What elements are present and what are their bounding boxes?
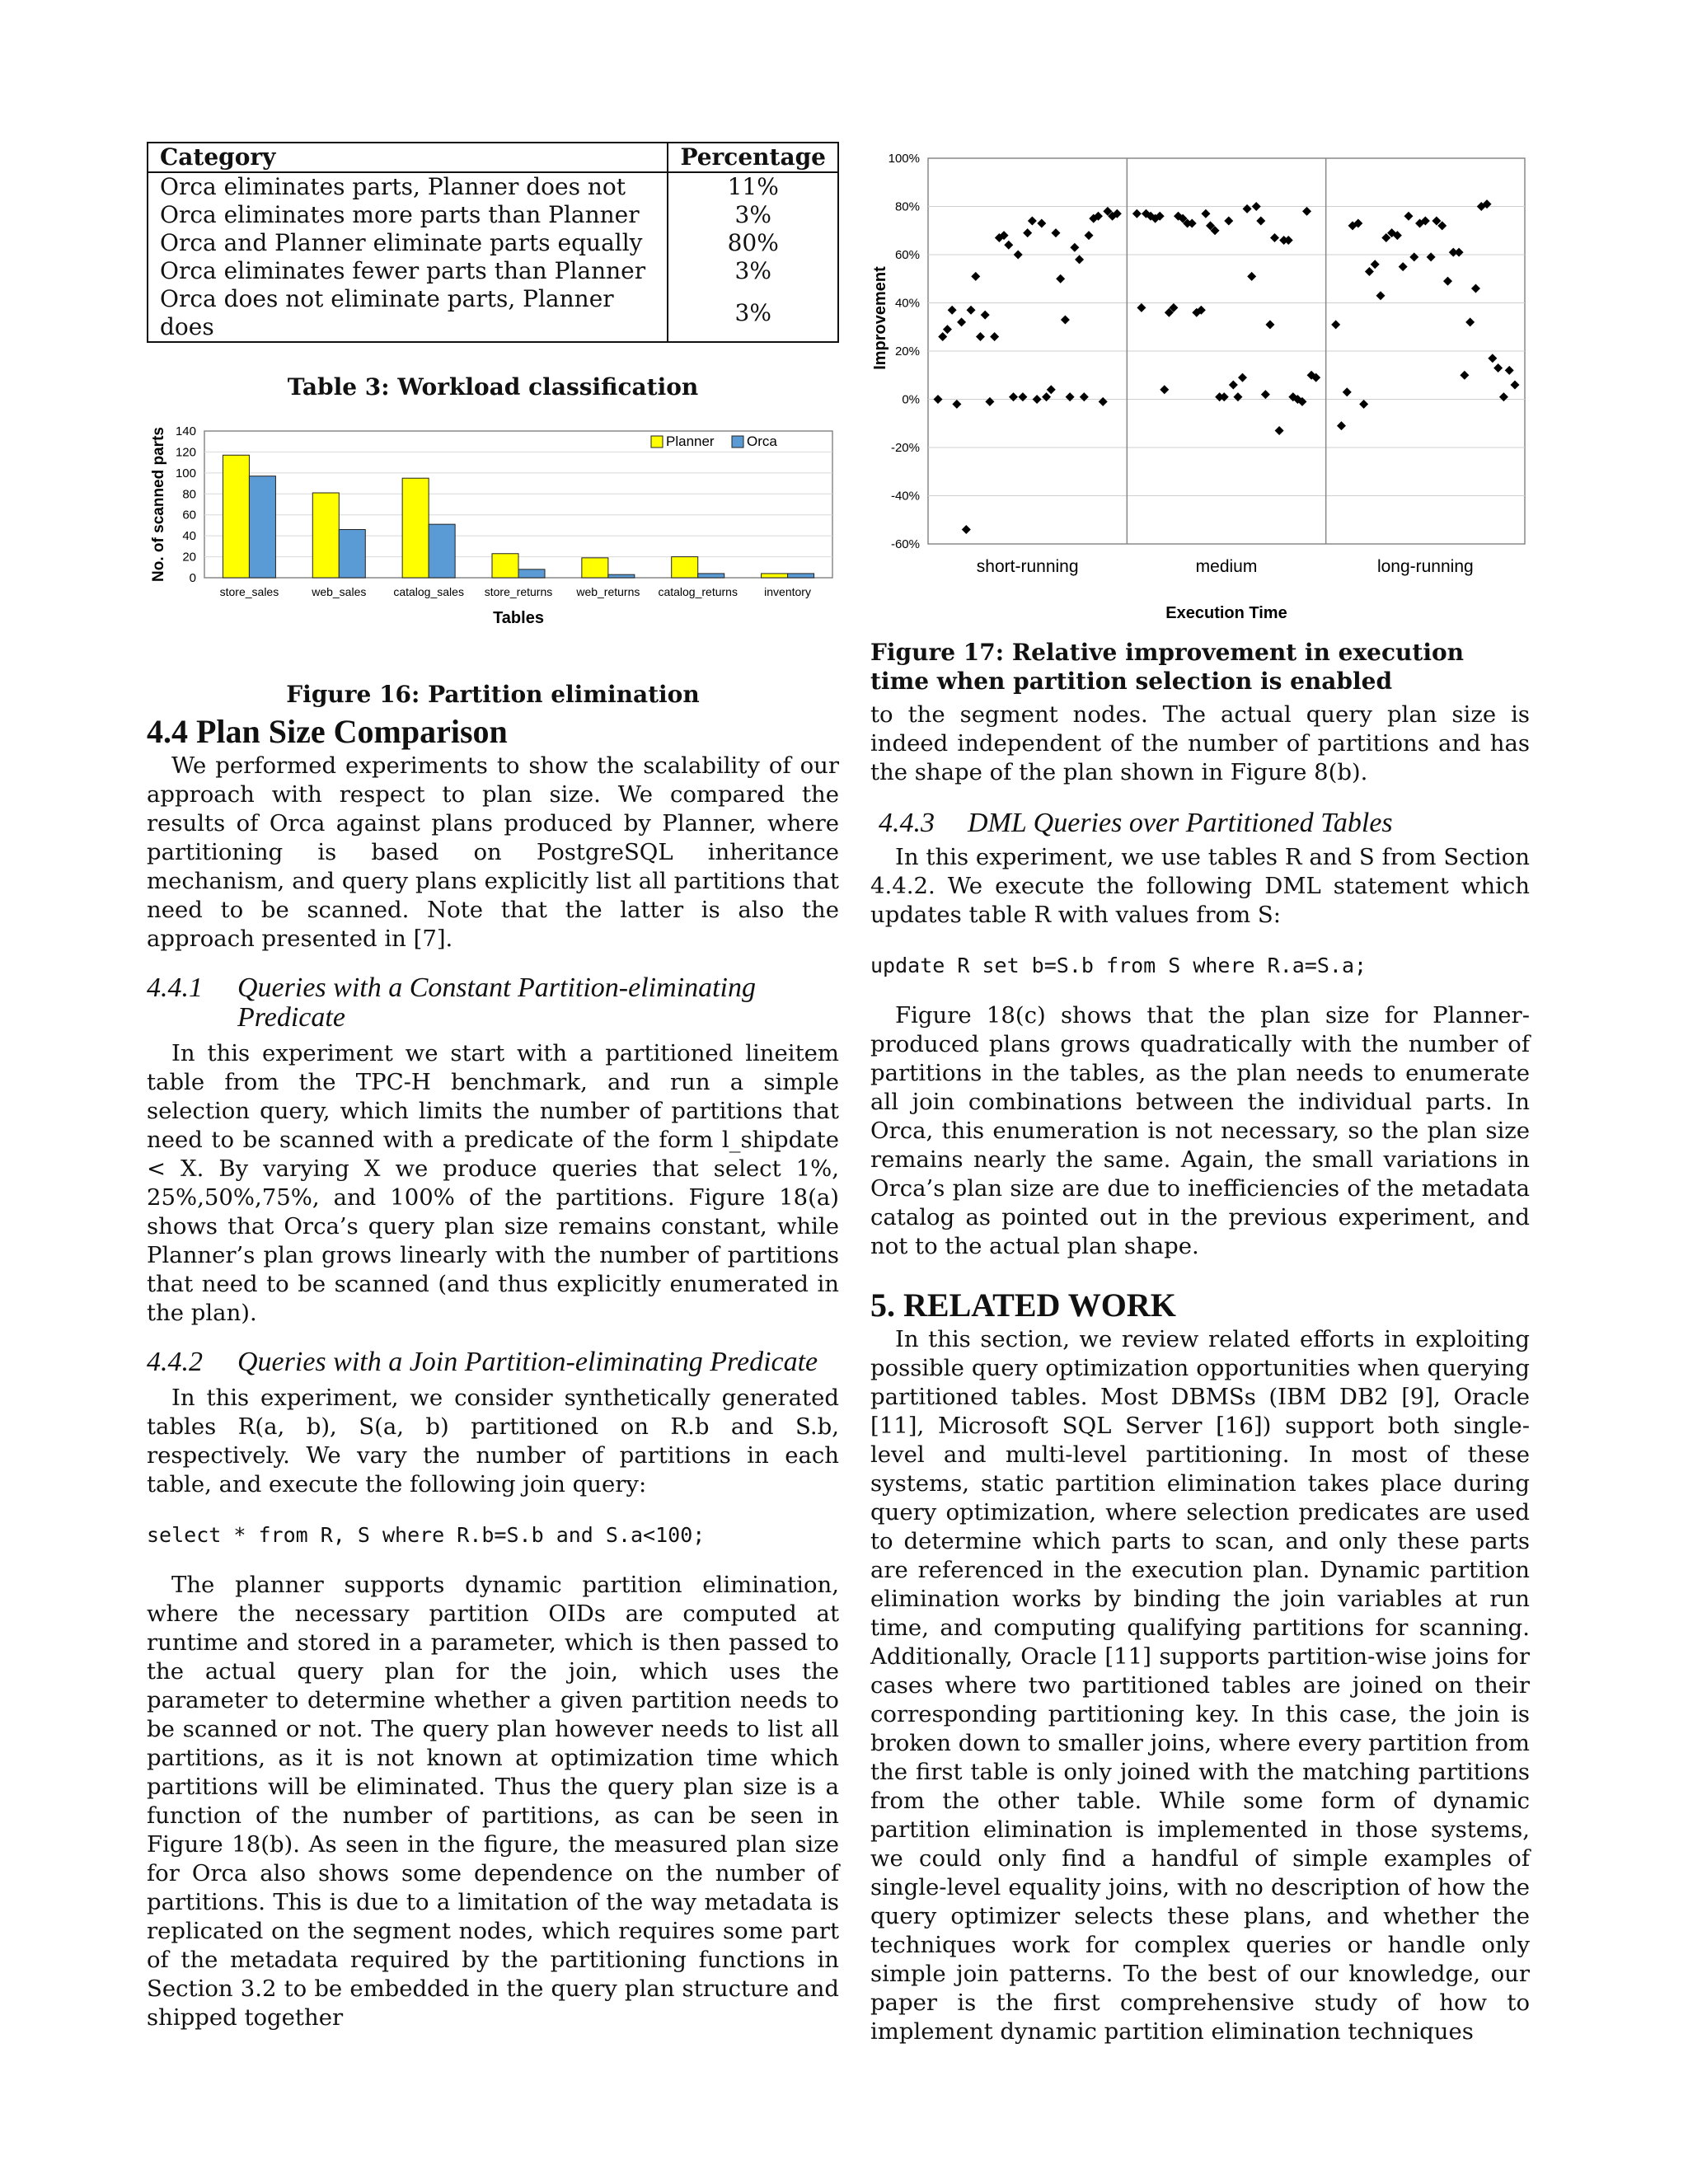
paragraph: In this experiment we start with a partitioned lineitem table from the TPC-H benchmark, and run a simple selection query, which limits the number of partitions that need to be scanned with a predicate of the form l_shipdate < X. By varying X we produce queries that select 1%, 25%,50%,75%, and 100% of the partitions. Figure 18(a) shows that Orca’s query plan size remains constant, while Planner’s plan grows linearly with the number of partitions that need to be scanned (and thus explicitly enumerated in the plan).: [147, 1040, 839, 1326]
y-tick-label: 40: [182, 529, 196, 544]
y-tick-label: 40%: [894, 296, 920, 311]
x-tick-label: inventory: [764, 585, 811, 598]
y-tick-label: -60%: [890, 537, 920, 551]
section-4-4-title: 4.4 Plan Size Comparison: [147, 713, 508, 750]
table-row: [148, 229, 838, 257]
table-row: [148, 285, 838, 342]
group-label: medium: [1195, 557, 1258, 576]
table-row: [148, 172, 838, 201]
table-header-row: [148, 143, 838, 172]
table-cell-category: Orca does not eliminate parts, Planner does: [148, 285, 668, 342]
partition-elimination-bar-chart: [147, 415, 839, 629]
bar-planner: [312, 493, 339, 578]
bar-orca: [518, 569, 545, 578]
group-label: short-running: [976, 557, 1079, 576]
table-row: [148, 257, 838, 285]
subsection-4-4-2-title: [147, 1347, 839, 1377]
y-tick-label: 80: [182, 487, 196, 502]
subsection-4-4-1-title: [147, 973, 839, 1033]
y-tick-label: 100: [175, 466, 196, 480]
improvement-scatter-chart: [870, 142, 1530, 628]
y-tick-label: 100%: [888, 152, 920, 166]
subsection-number: 4.4.2: [147, 1347, 203, 1377]
section-5-title: 5. RELATED WORK: [870, 1286, 1176, 1324]
table-cell-percentage: 3%: [668, 201, 838, 229]
table-cell-category: Orca eliminates more parts than Planner: [148, 201, 668, 229]
x-axis-label: Execution Time: [1165, 604, 1287, 622]
bar-planner: [402, 478, 429, 578]
table-cell-category: Orca eliminates parts, Planner does not: [148, 172, 668, 201]
figure-17-caption: Figure 17: Relative improvement in execution time when partition selection is enabled: [870, 639, 1464, 695]
paragraph: Figure 18(c) shows that the plan size for Planner-produced plans grows quadratically with the number of partitions in the tables, as the plan needs to enumerate all join combinations between the individual parts. In Orca, this enumeration is not necessary, so the plan size remains nearly the same. Again, the small variations in Orca’s plan size are due to inefficiencies of the metadata catalog as pointed out in the previous experiment, and not to the actual plan shape.: [870, 1002, 1530, 1259]
group-label: long-running: [1376, 557, 1474, 576]
x-tick-label: web_returns: [576, 585, 640, 598]
bar-planner: [492, 554, 518, 578]
paragraph: In this section, we review related efforts in exploiting possible query optimization opportunities when querying partitioned tables. Most DBMSs (IBM DB2 [9], Oracle [11], Microsoft SQL Server [16]) support both single-level and multi-level partitioning. In most of these systems, static partition elimination takes place during query optimization, where selection predicates are used to determine which parts to scan, and only these parts are referenced in the execution plan. Dynamic partition elimination works by binding the join variables at run time, and computing qualifying partitions for scanning. Additionally, Oracle [11] supports partition-wise joins for cases where two partitioned tables are joined on their corresponding partitioning key. In this case, the join is broken down to smaller joins, where every partition from the first table is only joined with the matching partitions from the other table. While some form of dynamic partition elimination is implemented in those systems, we could only find a handful of simple examples of single-level equality joins, with no description of how the query optimizer selects these plans, and whether the techniques work for complex queries or handle only simple join patterns. To the best of our knowledge, our paper is the first comprehensive study of how to implement dynamic partition elimination techniques: [870, 1326, 1530, 2045]
y-tick-label: -40%: [890, 489, 920, 504]
bar-orca: [339, 530, 365, 578]
table-cell-category: Orca eliminates fewer parts than Planner: [148, 257, 668, 285]
y-axis-label: No. of scanned parts: [150, 427, 167, 582]
bar-planner: [672, 557, 698, 578]
legend-swatch-planner: [651, 436, 663, 448]
bar-orca: [608, 574, 635, 578]
legend-label-planner: Planner: [666, 434, 715, 449]
subsection-text: Queries with a Constant Partition-eliminating Predicate: [237, 972, 756, 1033]
subsection-text: Queries with a Join Partition-eliminating Predicate: [237, 1347, 818, 1377]
bar-planner: [223, 455, 249, 578]
y-tick-label: 0%: [902, 392, 920, 407]
y-tick-label: -20%: [890, 441, 920, 455]
y-tick-label: 20: [182, 550, 196, 565]
table-3-caption: Table 3: Workload classification: [287, 373, 699, 401]
y-tick-label: 60%: [894, 248, 920, 262]
bar-planner: [582, 558, 608, 578]
paragraph: We performed experiments to show the scalability of our approach with respect to plan size. We compared the results of Orca against plans produced by Planner, where partitioning is based on PostgreSQL inheritance mechanism, and query plans explicitly list all partitions that need to be scanned. Note that the latter is also the approach presented in [7].: [147, 752, 839, 952]
subsection-number: 4.4.3: [879, 808, 935, 838]
table-cell-percentage: 3%: [668, 257, 838, 285]
subsection-4-4-3-title: [870, 808, 1530, 838]
table-cell-percentage: 11%: [668, 172, 838, 201]
legend-label-orca: Orca: [747, 434, 777, 449]
table-cell-percentage: 80%: [668, 229, 838, 257]
paragraph: In this experiment, we use tables R and S from Section 4.4.2. We execute the following DML statement which updates table R with values from S:: [870, 844, 1530, 928]
y-tick-label: 80%: [894, 199, 920, 214]
legend-swatch-orca: [732, 436, 743, 448]
y-axis-label: Improvement: [871, 266, 889, 370]
y-tick-label: 120: [175, 445, 196, 460]
bar-orca: [249, 476, 275, 578]
table-cell-category: Orca and Planner eliminate parts equally: [148, 229, 668, 257]
bar-orca: [788, 574, 814, 578]
table-header-percentage: Percentage: [668, 143, 838, 172]
y-tick-label: 60: [182, 508, 196, 523]
paragraph: The planner supports dynamic partition elimination, where the necessary partition OIDs are computed at runtime and stored in a parameter, which is then passed to the actual query plan for the join, which uses the parameter to determine whether a given partition needs to be scanned or not. The query plan however needs to list all partitions, as it is not known at optimization time which partitions will be eliminated. Thus the query plan size is a function of the number of partitions, as can be seen in Figure 18(b). As seen in the figure, the measured plan size for Orca also shows some dependence on the number of partitions. This is due to a limitation of the way metadata is replicated on the segment nodes, which requires some part of the metadata required by the partitioning functions in Section 3.2 to be embedded in the query plan structure and shipped together: [147, 1572, 839, 2031]
code-dml-statement: update R set b=S.b from S where R.a=S.a;: [870, 954, 1367, 977]
y-tick-label: 20%: [894, 344, 920, 359]
figure-16-caption: Figure 16: Partition elimination: [286, 681, 700, 708]
subsection-number: 4.4.1: [147, 972, 203, 1003]
table-row: [148, 201, 838, 229]
x-tick-label: store_sales: [219, 585, 279, 598]
x-tick-label: web_sales: [312, 585, 367, 598]
bar-planner: [762, 574, 788, 578]
left-column: [147, 142, 839, 2032]
table-cell-percentage: 3%: [668, 285, 838, 342]
code-join-query: select * from R, S where R.b=S.b and S.a<100;: [147, 1523, 706, 1547]
bar-orca: [429, 524, 455, 578]
y-tick-label: 140: [175, 424, 196, 438]
bar-orca: [698, 574, 724, 578]
subsection-text: DML Queries over Partitioned Tables: [968, 808, 1393, 838]
x-tick-label: store_returns: [484, 585, 553, 598]
paragraph: to the segment nodes. The actual query plan size is indeed independent of the number of partitions and has the shape of the plan shown in Figure 8(b).: [870, 701, 1530, 785]
paragraph: In this experiment, we consider synthetically generated tables R(a, b), S(a, b) partitioned on R.b and S.b, respectively. We vary the number of partitions in each table, and execute the following join query:: [147, 1385, 839, 1497]
x-tick-label: catalog_sales: [393, 585, 464, 598]
right-column: [870, 142, 1530, 2046]
x-axis-label: Tables: [493, 609, 544, 627]
x-tick-label: catalog_returns: [658, 585, 738, 598]
table-header-category: Category: [148, 143, 668, 172]
table-3: [147, 142, 839, 343]
y-tick-label: 0: [189, 571, 196, 585]
